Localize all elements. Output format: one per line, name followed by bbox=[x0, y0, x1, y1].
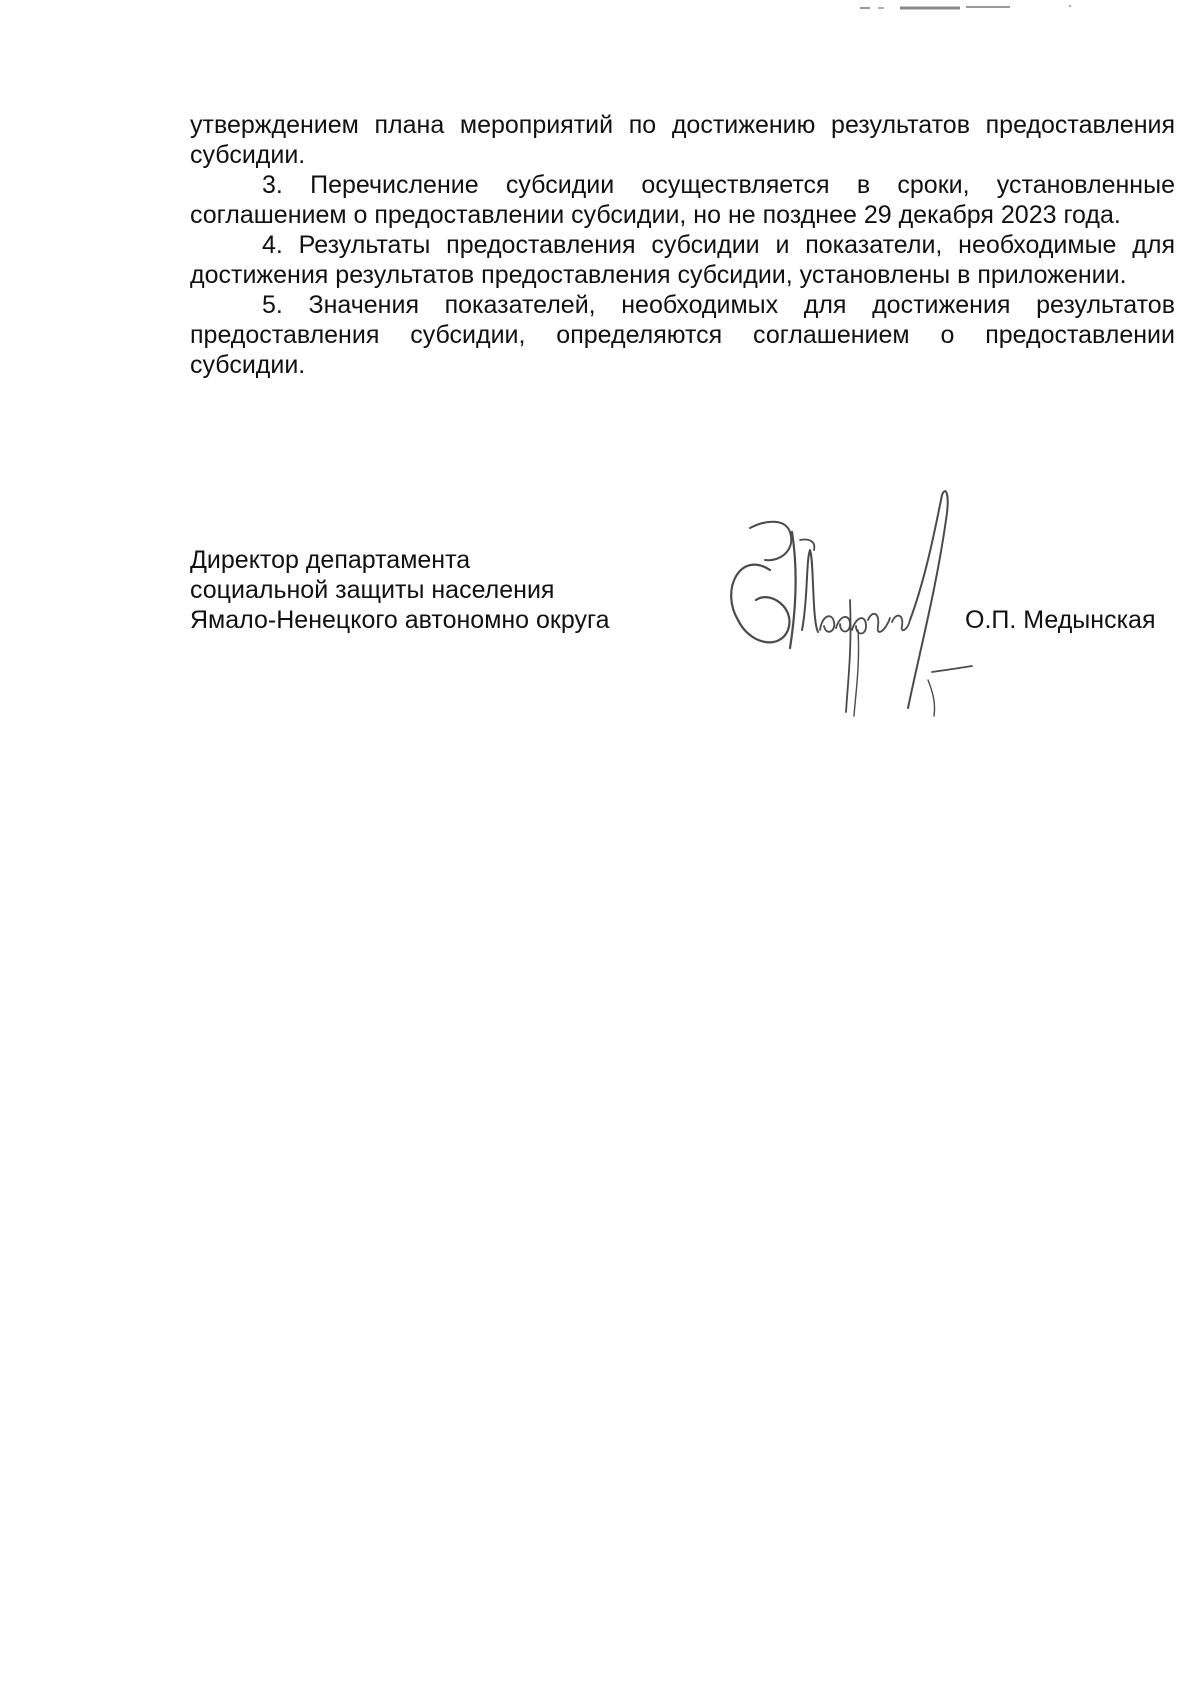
signer-position bbox=[190, 545, 609, 635]
document-body bbox=[190, 110, 1175, 380]
signer-position-line-3: Ямало-Ненецкого автономно округа bbox=[190, 606, 610, 634]
signer-position-line-2: социальной защиты населения bbox=[190, 576, 555, 604]
handwritten-signature bbox=[710, 480, 990, 720]
paragraph-item-4: 4. Результаты предоставления субсидии и показатели, необходимые для достижения результатов предоставления субсидии, установлены в приложении. bbox=[190, 231, 1175, 289]
paragraph-item-5: 5. Значения показателей, необходимых для достижения результатов предоставления субсидии, определяются соглашением о предоставлении субсидии. bbox=[190, 291, 1175, 379]
signer-position-line-1: Директор департамента bbox=[190, 546, 471, 574]
scan-artifact-marks bbox=[860, 4, 1080, 12]
paragraph-item-3: 3. Перечисление субсидии осуществляется в сроки, установленные соглашением о предоставлении субсидии, но не позднее 29 декабря 2023 года. bbox=[190, 171, 1175, 229]
signer-name: О.П. Медынская bbox=[965, 606, 1156, 634]
signature-block bbox=[190, 545, 1175, 725]
paragraph-continuation: утверждением плана мероприятий по достижению результатов предоставления субсидии. bbox=[190, 111, 1175, 169]
